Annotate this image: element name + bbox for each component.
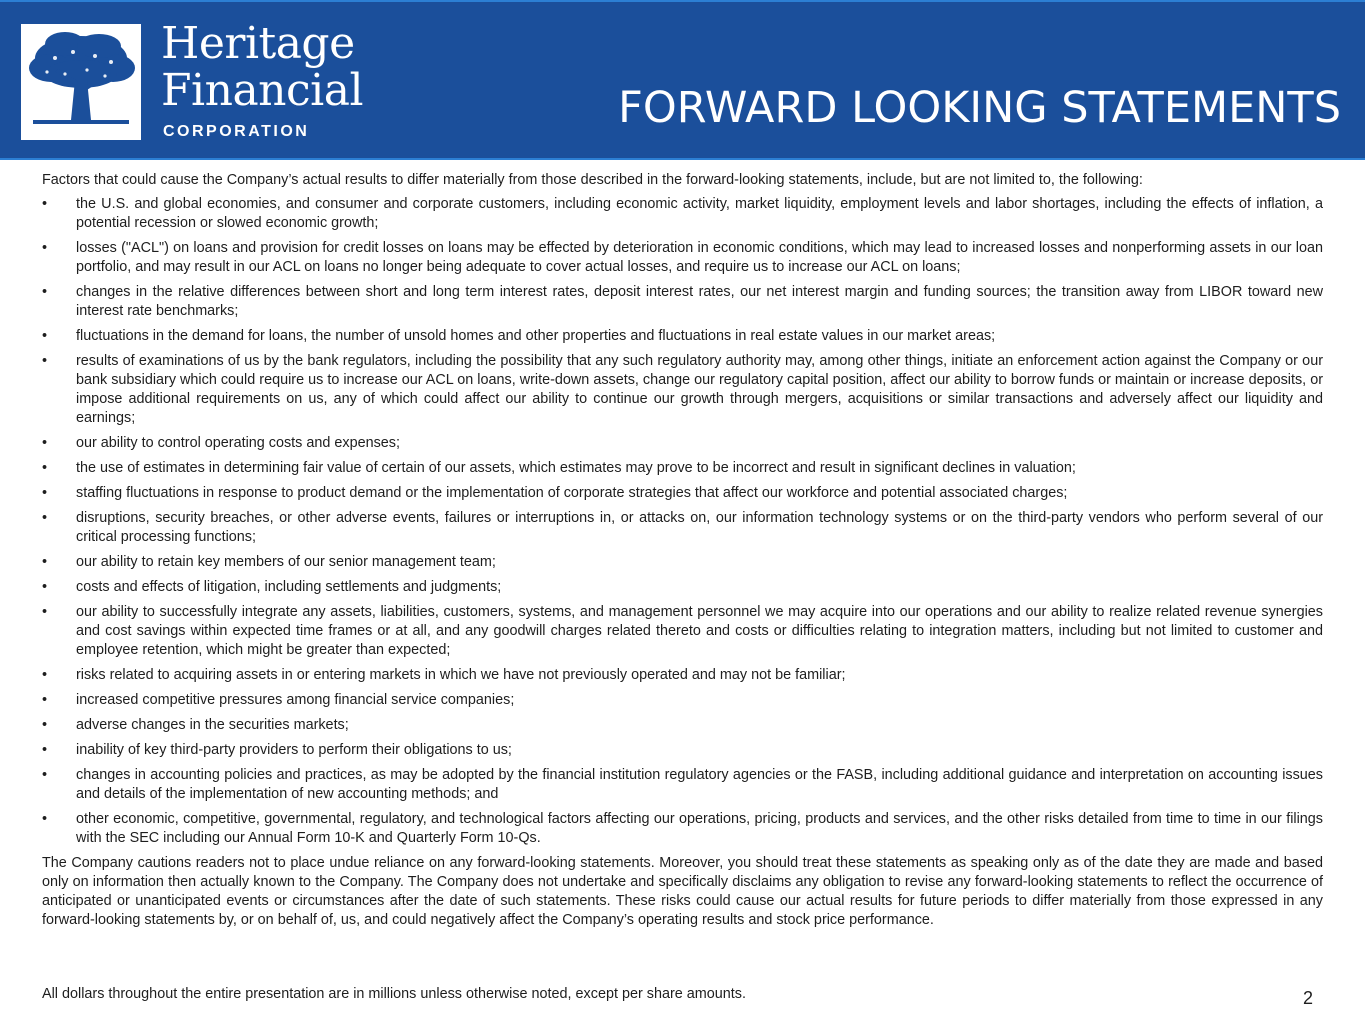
list-item-text: adverse changes in the securities markets; <box>76 717 349 733</box>
list-item-text: the U.S. and global economies, and consumer and corporate customers, including economic activity, market liquidity, employment levels and labor shortages, including the effects of inflation, a potential recession or slowed economic growth; <box>76 196 1323 231</box>
list-item <box>42 434 1323 453</box>
bullet-icon: • <box>42 554 48 570</box>
list-item-text: increased competitive pressures among financial service companies; <box>76 692 515 708</box>
list-item-text: inability of key third-party providers to perform their obligations to us; <box>76 742 512 758</box>
list-item-text: other economic, competitive, governmental, regulatory, and technological factors affecting our operations, pricing, products and services, and the other risks detailed from time to time in our filings with the SEC including our Annual Form 10-K and Quarterly Form 10-Qs. <box>76 811 1323 846</box>
list-item <box>42 195 1323 233</box>
bullet-icon: • <box>42 435 48 451</box>
list-item-text: losses ("ACL") on loans and provision for credit losses on loans may be effected by deterioration in economic conditions, which may lead to increased losses and nonperforming assets in our loan portfolio, and may result in our ACL on loans no longer being adequate to cover actual losses, and require us to increase our ACL on loans; <box>76 240 1323 275</box>
intro-paragraph: Factors that could cause the Company’s actual results to differ materially from those described in the forward-looking statements, include, but are not limited to, the following: <box>42 172 1143 188</box>
bullet-icon: • <box>42 240 48 256</box>
list-item <box>42 810 1323 848</box>
bullet-icon: • <box>42 284 48 300</box>
bullet-icon: • <box>42 811 48 827</box>
list-item-text: fluctuations in the demand for loans, the number of unsold homes and other properties and fluctuations in real estate values in our market areas; <box>76 328 996 344</box>
list-item <box>42 578 1323 597</box>
list-item-text: costs and effects of litigation, including settlements and judgments; <box>76 579 502 595</box>
list-item <box>42 766 1323 804</box>
list-item <box>42 666 1323 685</box>
risk-factor-list <box>42 195 1323 848</box>
page-number: 2 <box>1302 988 1313 1008</box>
bullet-icon: • <box>42 353 48 369</box>
list-item-text: changes in accounting policies and practices, as may be adopted by the financial institution regulatory agencies or the FASB, including additional guidance and interpretation on accounting issues and details of the implementation of new accounting methods; and <box>76 767 1323 802</box>
bullet-icon: • <box>42 510 48 526</box>
bullet-icon: • <box>42 717 48 733</box>
statement-body <box>42 171 1323 930</box>
footnote: All dollars throughout the entire presentation are in millions unless otherwise noted, except per share amounts. <box>42 986 746 1002</box>
list-item-text: results of examinations of us by the bank regulators, including the possibility that any such regulatory authority may, among other things, initiate an enforcement action against the Company or our bank subsidiary which could require us to increase our ACL on loans, write-down assets, change our regulatory capital position, affect our ability to borrow funds or maintain or increase deposits, or impose additional requirements on us, any of which could affect our ability to continue our growth through mergers, acquisitions or similar transactions and adversely affect our liquidity and earnings; <box>76 353 1323 426</box>
bullet-icon: • <box>42 328 48 344</box>
bullet-icon: • <box>42 196 48 212</box>
bullet-icon: • <box>42 460 48 476</box>
list-item-text: the use of estimates in determining fair value of certain of our assets, which estimates may prove to be incorrect and result in significant declines in valuation; <box>76 460 1076 476</box>
list-item-text: our ability to control operating costs and expenses; <box>76 435 400 451</box>
list-item-text: staffing fluctuations in response to product demand or the implementation of corporate strategies that affect our workforce and potential associated charges; <box>76 485 1068 501</box>
bullet-icon: • <box>42 485 48 501</box>
list-item <box>42 553 1323 572</box>
list-item <box>42 741 1323 760</box>
list-item <box>42 283 1323 321</box>
bullet-icon: • <box>42 767 48 783</box>
list-item-text: our ability to successfully integrate any assets, liabilities, customers, systems, and management personnel we may acquire into our operations and our ability to realize related revenue synergies and cost savings within expected time frames or at all, and any goodwill charges related thereto and costs or difficulties relating to integration matters, including but not limited to customer and employee retention, which might be greater than expected; <box>76 604 1323 658</box>
bullet-icon: • <box>42 692 48 708</box>
logo <box>21 24 141 140</box>
list-item-text: risks related to acquiring assets in or entering markets in which we have not previously operated and may not be familiar; <box>76 667 846 683</box>
brand-subtitle: CORPORATION <box>163 123 310 140</box>
bullet-icon: • <box>42 579 48 595</box>
closing-paragraph: The Company cautions readers not to place undue reliance on any forward-looking statements. Moreover, you should treat these statements as speaking only as of the date they are made and based only on information then actually known to the Company. The Company does not undertake and specifically disclaims any obligation to revise any forward-looking statements to reflect the occurrence of anticipated or unanticipated events or circumstances after the date of such statements. These risks could cause our actual results for future periods to differ materially from those expressed in any forward-looking statements by, or on behalf of, us, and could negatively affect the Company’s operating results and stock price performance. <box>42 855 1323 928</box>
list-item-text: changes in the relative differences between short and long term interest rates, deposit interest rates, our net interest margin and funding sources; the transition away from LIBOR toward new interest rate benchmarks; <box>76 284 1323 319</box>
list-item-text: disruptions, security breaches, or other adverse events, failures or interruptions in, or attacks on, our information technology systems or on the third-party vendors who perform several of our critical processing functions; <box>76 510 1323 545</box>
list-item <box>42 603 1323 660</box>
oak-tree-icon <box>25 28 137 136</box>
bullet-icon: • <box>42 667 48 683</box>
list-item <box>42 239 1323 277</box>
header-banner <box>0 0 1365 160</box>
bullet-icon: • <box>42 604 48 620</box>
brand-name-line2: Financial <box>161 65 364 116</box>
list-item <box>42 716 1323 735</box>
list-item <box>42 509 1323 547</box>
list-item <box>42 327 1323 346</box>
bullet-icon: • <box>42 742 48 758</box>
list-item <box>42 352 1323 428</box>
list-item-text: our ability to retain key members of our senior management team; <box>76 554 496 570</box>
page-title: FORWARD LOOKING STATEMENTS <box>618 83 1341 133</box>
list-item <box>42 484 1323 503</box>
brand-name-line1: Heritage <box>161 18 355 69</box>
list-item <box>42 691 1323 710</box>
list-item <box>42 459 1323 478</box>
